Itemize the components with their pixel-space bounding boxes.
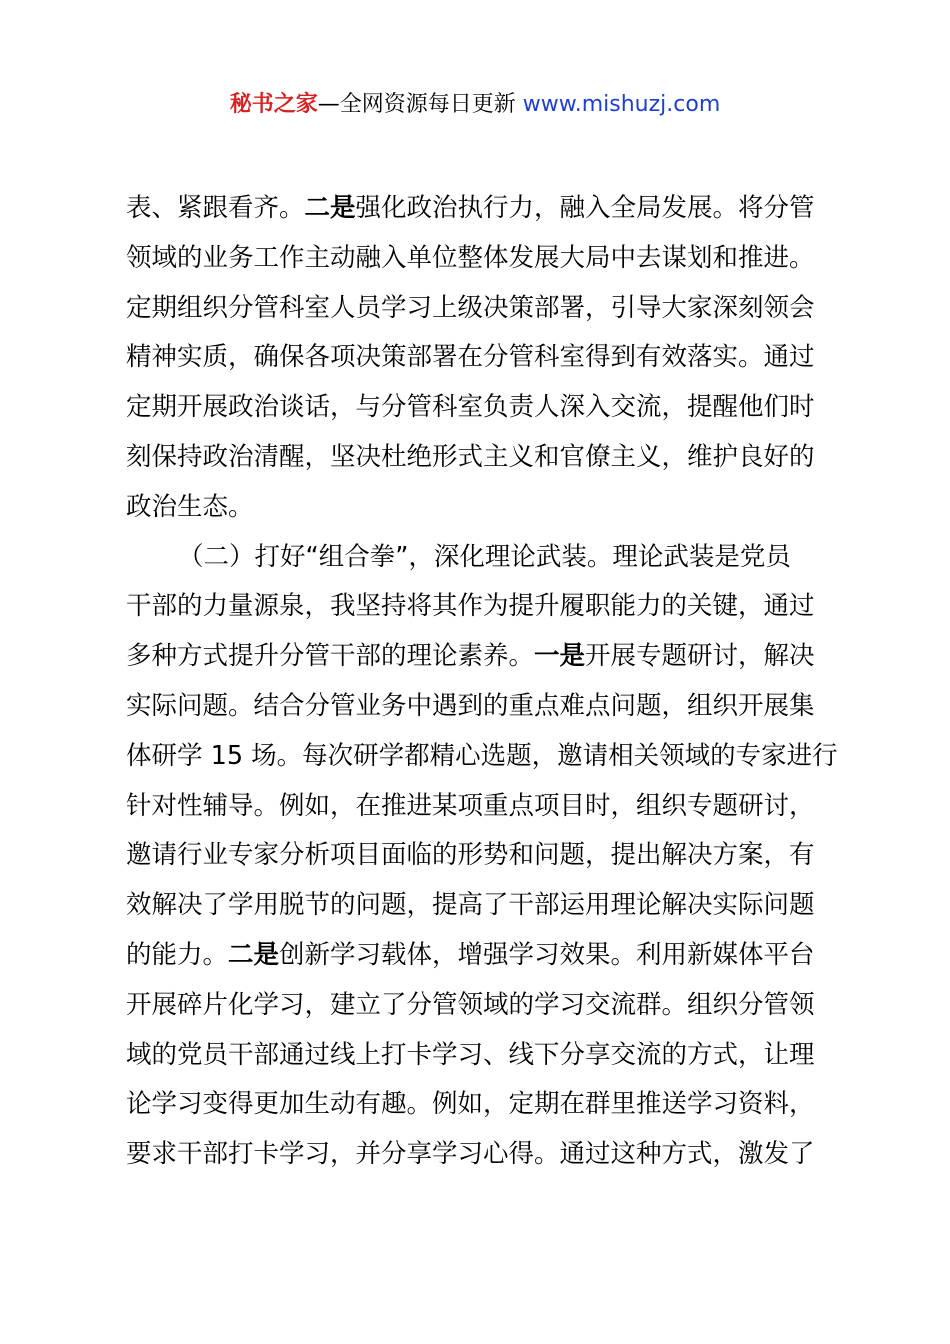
site-tagline: —全网资源每日更新: [317, 92, 523, 117]
text-line-indented: （二）打好“组合拳”，深化理论武装。理论武装是党员: [178, 541, 791, 572]
text-span: 多种方式提升分管干部的理论素养。: [126, 641, 535, 672]
text-line: 政治生态。: [126, 491, 254, 522]
text-span: 的能力。: [126, 939, 229, 970]
text-line: 体研学 15 场。每次研学都精心选题，邀请相关领域的专家进行: [126, 740, 838, 771]
brand-name: 秘书之家: [229, 92, 318, 117]
site-header: [0, 88, 950, 122]
text-line: 论学习变得更加生动有趣。例如，定期在群里推送学习资料，: [126, 1089, 815, 1120]
text-line: 定期组织分管科室人员学习上级决策部署，引导大家深刻领会: [126, 292, 815, 323]
text-line: [126, 184, 834, 234]
text-line: 干部的力量源泉，我坚持将其作为提升履职能力的关键，通过: [126, 591, 815, 622]
text-line: [126, 931, 834, 981]
text-line: 邀请行业专家分析项目面临的形势和问题，提出解决方案，有: [126, 840, 815, 871]
text-line: 定期开展政治谈话，与分管科室负责人深入交流，提醒他们时: [126, 392, 815, 423]
text-line: 域的党员干部通过线上打卡学习、线下分享交流的方式，让理: [126, 1039, 815, 1070]
text-span: 表、紧跟看齐。: [126, 193, 305, 223]
document-body: [126, 184, 838, 1180]
bold-keyword: 一是: [534, 641, 586, 672]
text-span: 创新学习载体，增强学习效果。利用新媒体平台: [279, 939, 815, 970]
text-line: 刻保持政治清醒，坚决杜绝形式主义和官僚主义，维护良好的: [126, 441, 815, 472]
text-span: 开展专题研讨，解决: [585, 641, 815, 672]
text-line: 实际问题。结合分管业务中遇到的重点难点问题，组织开展集: [126, 690, 815, 721]
text-span: 强化政治执行力，融入全局发展。将分管: [355, 193, 815, 223]
text-line: 开展碎片化学习，建立了分管领域的学习交流群。组织分管领: [126, 989, 815, 1020]
site-url-link[interactable]: www.mishuzj.com: [522, 92, 721, 117]
text-line: 要求干部打卡学习，并分享学习心得。通过这种方式，激发了: [126, 1139, 815, 1170]
bold-keyword: 二是: [304, 193, 356, 223]
text-line: 领域的业务工作主动融入单位整体发展大局中去谋划和推进。: [126, 242, 815, 273]
text-line: 精神实质，确保各项决策部署在分管科室得到有效落实。通过: [126, 342, 815, 373]
paragraph-2: [126, 533, 838, 1180]
bold-keyword: 二是: [228, 939, 280, 970]
paragraph-1: [126, 184, 834, 533]
text-line: 效解决了学用脱节的问题，提高了干部运用理论解决实际问题: [126, 890, 815, 921]
text-line: 针对性辅导。例如，在推进某项重点项目时，组织专题研讨，: [126, 790, 815, 821]
text-line: [126, 632, 834, 682]
